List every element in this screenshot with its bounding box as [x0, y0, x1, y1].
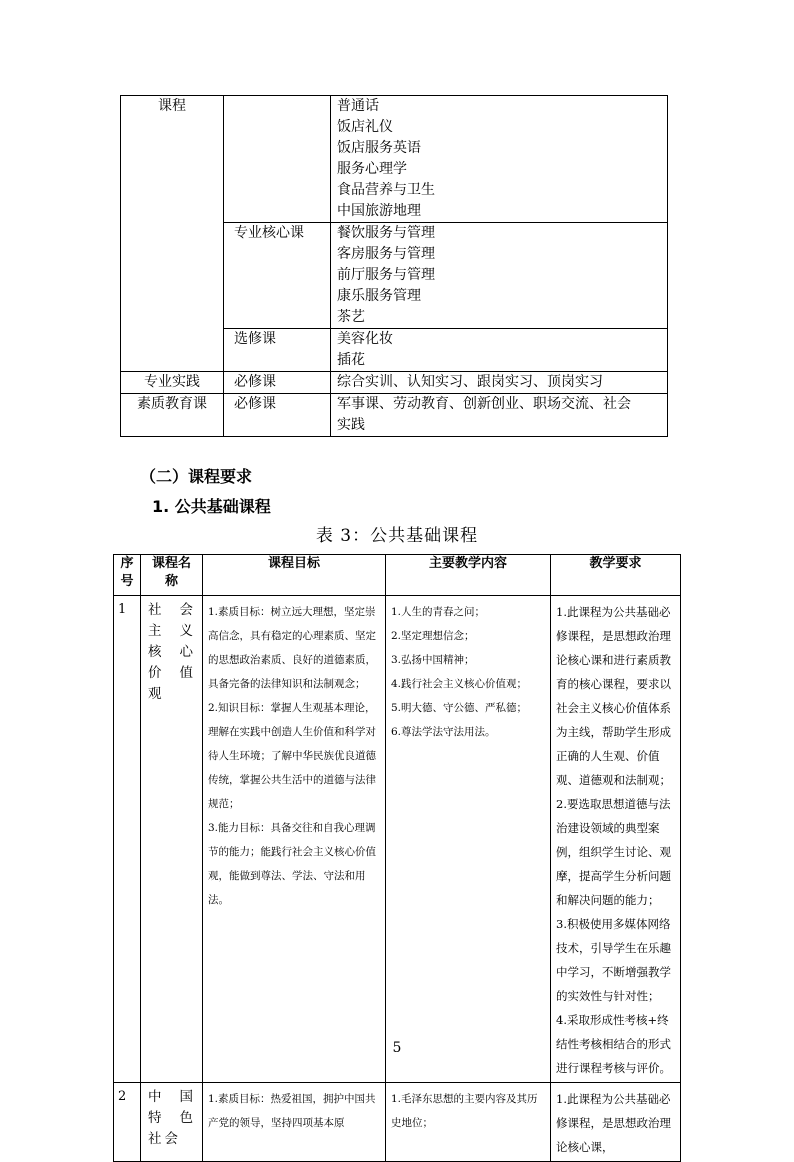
course-name: 中国特色社会 — [141, 1083, 203, 1162]
requirement-item: 1.此课程为公共基础必修课程，是思想政治理论核心课， — [556, 1092, 671, 1154]
course-item: 饭店服务英语 — [337, 140, 421, 156]
goal-item: 1.素质目标：热爱祖国，拥护中国共产党的领导，坚持四项基本原 — [208, 1093, 376, 1129]
table-row — [114, 1083, 681, 1162]
course-item: 插花 — [337, 352, 365, 368]
course-type-label — [234, 96, 330, 117]
course-name: 社会主义核心价值观 — [141, 596, 203, 1083]
category-label: 专业实践 — [144, 374, 200, 390]
content-item: 6.尊法学法守法用法。 — [391, 726, 496, 738]
course-list-cell — [331, 223, 668, 329]
public-courses-table — [113, 554, 681, 1162]
table-row — [114, 596, 681, 1083]
course-item: 服务心理学 — [337, 161, 407, 177]
course-item: 综合实训、认知实习、跟岗实习、顶岗实习 — [337, 374, 603, 390]
course-type-cell — [224, 96, 331, 223]
course-type-label: 必修课 — [234, 374, 276, 390]
content-item: 5.明大德、守公德、严私德； — [391, 702, 528, 714]
course-goals — [203, 596, 386, 1083]
sub-heading: 1. 公共基础课程 — [152, 497, 271, 516]
course-item: 饭店礼仪 — [337, 119, 393, 135]
goal-item: 2.知识目标：掌握人生观基本理论，理解在实践中创造人生价值和科学对待人生环境；了解中华民族优良道德传统，掌握公共生活中的道德与法律规范； — [208, 702, 376, 810]
course-list-cell — [331, 394, 668, 437]
course-type-cell — [224, 223, 331, 329]
structure-row — [121, 96, 668, 223]
course-item: 食品营养与卫生 — [337, 182, 435, 198]
course-item: 客房服务与管理 — [337, 246, 435, 262]
course-type-cell — [224, 372, 331, 394]
header-teaching-content: 主要教学内容 — [386, 555, 551, 596]
structure-row — [121, 372, 668, 394]
content-item: 2.坚定理想信念； — [391, 630, 475, 642]
course-item: 美容化妆 — [337, 331, 393, 347]
teaching-content — [386, 596, 551, 1083]
header-course-name: 课程名称 — [141, 555, 203, 596]
course-type-cell — [224, 394, 331, 437]
page-number: 5 — [392, 1040, 402, 1056]
row-number: 2 — [114, 1083, 141, 1162]
structure-row — [121, 394, 668, 437]
course-list-cell — [331, 96, 668, 223]
section-heading: （二）课程要求 — [140, 467, 253, 486]
table-header-row — [114, 555, 681, 596]
content-item: 1.毛泽东思想的主要内容及其历史地位； — [391, 1093, 538, 1129]
course-list-cell — [331, 329, 668, 372]
row-number: 1 — [114, 596, 141, 1083]
course-item: 康乐服务管理 — [337, 288, 421, 304]
requirement-item: 2.要选取思想道德与法治建设领域的典型案例，组织学生讨论、观摩，提高学生分析问题和解决问题的能力； — [556, 797, 671, 907]
course-item: 餐饮服务与管理 — [337, 225, 435, 241]
course-item: 中国旅游地理 — [337, 203, 421, 219]
course-type-cell — [224, 329, 331, 372]
course-item: 前厅服务与管理 — [337, 267, 435, 283]
course-item: 实践 — [337, 417, 365, 433]
course-item: 军事课、劳动教育、创新创业、职场交流、社会 — [337, 396, 631, 412]
header-teaching-requirements: 教学要求 — [551, 555, 681, 596]
header-seq: 序号 — [114, 555, 141, 596]
curriculum-structure-table — [120, 95, 668, 437]
teaching-requirements — [551, 596, 681, 1083]
curriculum-structure-body — [121, 96, 668, 437]
content-item: 1.人生的青春之问； — [391, 606, 486, 618]
course-type-label: 专业核心课 — [234, 225, 304, 241]
teaching-requirements — [551, 1083, 681, 1162]
course-goals — [203, 1083, 386, 1162]
course-item: 普通话 — [337, 98, 379, 114]
content-item: 3.弘扬中国精神； — [391, 654, 475, 666]
course-type-label: 必修课 — [234, 396, 276, 412]
goal-item: 3.能力目标：具备交往和自我心理调节的能力；能践行社会主义核心价值观，能做到尊法、学法、守法和用法。 — [208, 822, 376, 906]
course-item: 茶艺 — [337, 309, 365, 325]
category-cell — [121, 96, 224, 372]
category-cell — [121, 372, 224, 394]
requirement-item: 4.采取形成性考核+终结性考核相结合的形式进行课程考核与评价。 — [556, 1013, 671, 1075]
goal-item: 1.素质目标：树立远大理想，坚定崇高信念，具有稳定的心理素质、坚定的思想政治素质、良好的道德素质，具备完备的法律知识和法制观念； — [208, 606, 376, 690]
table-caption: 表 3：公共基础课程 — [315, 526, 479, 546]
content-item: 4.践行社会主义核心价值观； — [391, 678, 528, 690]
header-course-goals: 课程目标 — [203, 555, 386, 596]
course-list-cell — [331, 372, 668, 394]
teaching-content — [386, 1083, 551, 1162]
course-type-label: 选修课 — [234, 331, 276, 347]
category-cell — [121, 394, 224, 437]
category-label: 课程 — [158, 98, 186, 114]
category-label: 素质教育课 — [137, 396, 207, 412]
requirement-item: 1.此课程为公共基础必修课程，是思想政治理论核心课和进行素质教育的核心课程，要求以社会主义核心价值体系为主线，帮助学生形成正确的人生观、价值观、道德观和法制观； — [556, 605, 671, 787]
requirement-item: 3.积极使用多媒体网络技术，引导学生在乐趣中学习，不断增强教学的实效性与针对性； — [556, 917, 671, 1003]
